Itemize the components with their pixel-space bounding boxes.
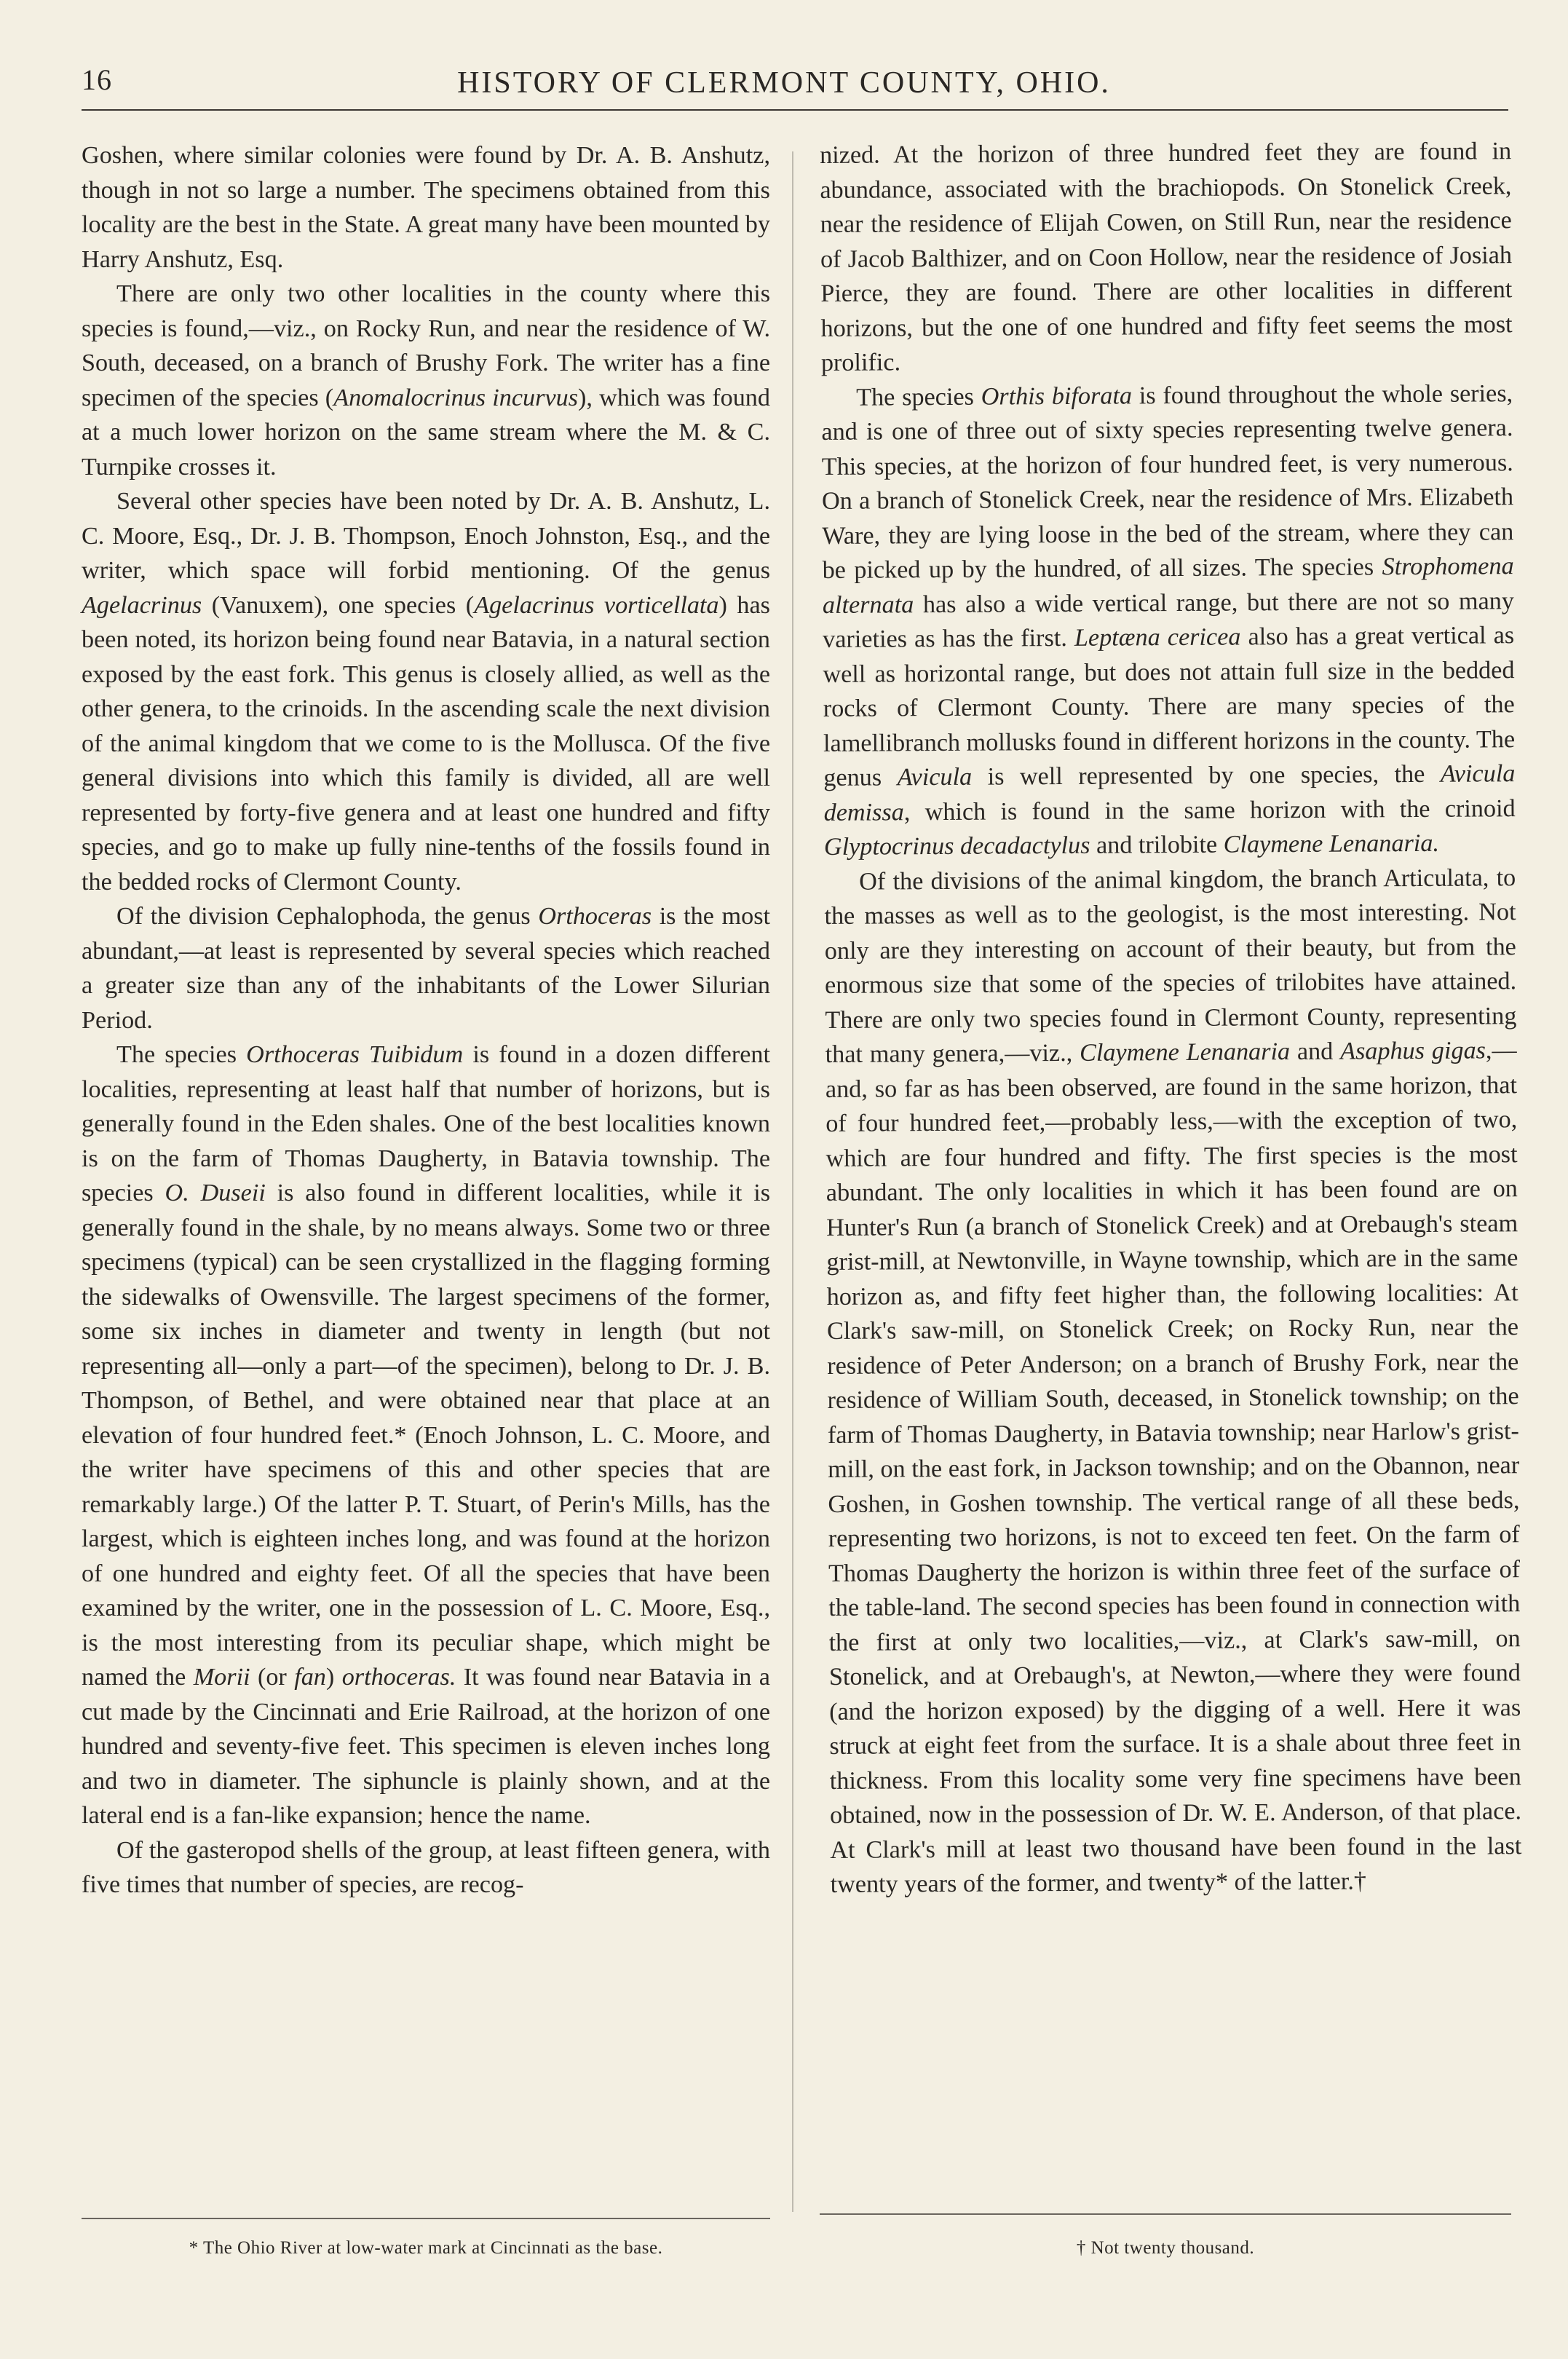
footnote-left: * The Ohio River at low-water mark at Cincinnati as the base. [189, 2238, 663, 2258]
paragraph: nized. At the horizon of three hundred feet they are found in abundance, associated with the brachiopods. On Stonelick Creek, near the residence of Elijah Cowen, on Still Run, near the residence of Jacob Balthizer, and on Coon Hollow, near the residence of Josiah Pierce, they are found. There are other localities in different horizons, but the one of one hundred and fifty feet seems the most prolific. [820, 138, 1513, 376]
paragraph: Several other species have been noted by Dr. A. B. Anshutz, L. C. Moore, Esq., Dr. J. B. Thompson, Enoch Johnston, Esq., and the writer, which space will forbid mentioning. Of the genus Agelacrinus (Vanuxem), one species (Agelacrinus vorticellata) has been noted, its horizon being found near Batavia, in a natural section exposed by the east fork. This genus is closely allied, as well as the other genera, to the crinoids. In the ascending scale the next division of the animal kingdom that we come to is the Mollusca. Of the five general divisions into which this family is divided, all are well represented by forty-five genera and at least one hundred and fifty species, and go to make up fully nine-tenths of the fossils found in the bedded rocks of Clermont County. [82, 488, 770, 896]
footnote-rule-left [82, 2218, 770, 2219]
footnote-right: † Not twenty thousand. [1076, 2238, 1255, 2258]
paragraph: There are only two other localities in the county where this species is found,—viz., on Rocky Run, and near the residence of W. South, deceased, on a branch of Brushy Fork. The writer has a fine specimen of the species (Anomalocrinus incurvus), which was found at a much lower horizon on the same stream where the M. & C. Turnpike crosses it. [82, 280, 770, 481]
paragraph: Goshen, where similar colonies were found by Dr. A. B. Anshutz, though in not so large a number. The specimens obtained from this locality are the best in the State. A great many have been mounted by Harry Anshutz, Esq. [82, 142, 770, 273]
paragraph: Of the divisions of the animal kingdom, the branch Articulata, to the masses as well as to the geologist, is the most interesting. Not only are they interesting on account of their beauty, but from the enormous size that some of the species of trilobites have attained. There are only two species found in Clermont County, representing that many genera,—viz., Claymene Lenanaria and Asaphus gigas,—and, so far as has been observed, are found in the same horizon, that of four hundred feet,—probably less,—with the exception of two, which are four hundred and fifty. The first species is the most abundant. The only localities in which it has been found are on Hunter's Run (a branch of Stonelick Creek) and at Orebaugh's steam grist-mill, at Newtonville, in Wayne township, which are in the same horizon as, and fifty feet higher than, the following localities: At Clark's saw-mill, on Stonelick Creek; on Rocky Run, near the residence of Peter Anderson; on a branch of Brushy Fork, near the residence of William South, deceased, in Stonelick township; on the farm of Thomas Daugherty, in Batavia township; near Harlow's grist-mill, on the east fork, in Jackson township; and on the Obannon, near Goshen, in Goshen township. The vertical range of all these beds, representing two horizons, is not to exceed ten feet. On the farm of Thomas Daugherty the horizon is within three feet of the surface of the table-land. The second species has been found in connection with the first at only two localities,—viz., at Clark's saw-mill, on Stonelick, and at Orebaugh's, at Newton,—where they were found (and the horizon exposed) by the digging of a well. Here it was struck at eight feet from the surface. It is a shale about three feet in thickness. From this locality some very fine specimens have been obtained, now in the possession of Dr. W. E. Anderson, of that place. At Clark's mill at least two thousand have been found in the last twenty years of the former, and twenty* of the latter.† [824, 864, 1522, 1898]
page-number: 16 [82, 63, 112, 96]
column-divider [792, 151, 793, 2212]
running-head: HISTORY OF CLERMONT COUNTY, OHIO. [457, 66, 1111, 100]
footnote-rule-right [820, 2213, 1511, 2215]
paragraph: Of the division Cephalophoda, the genus Orthoceras is the most abundant,—at least is represented by several species which reached a greater size than any of the inhabitants of the Lower Silurian Period. [82, 903, 770, 1034]
right-column [820, 134, 1522, 1902]
paragraph: Of the gasteropod shells of the group, at least fifteen genera, with five times that number of species, are recog- [82, 1836, 770, 1898]
paragraph: The species Orthis biforata is found throughout the whole series, and is one of three out of sixty species representing twelve genera. This species, at the horizon of four hundred feet, is very numerous. On a branch of Stonelick Creek, near the residence of Mrs. Elizabeth Ware, they are lying loose in the bed of the stream, where they can be picked up by the hundred, of all sizes. The species Strophomena alternata has also a wide vertical range, but there are not so many varieties as has the first. Leptæna cericea also has a great vertical as well as horizontal range, but does not attain full size in the bedded rocks of Clermont County. There are many species of the lamellibranch mollusks found in different horizons in the county. The genus Avicula is well represented by one species, the Avicula demissa, which is found in the same horizon with the crinoid Glyptocrinus decadactylus and trilobite Claymene Lenanaria. [821, 379, 1516, 861]
left-column [82, 138, 770, 1902]
header-rule [82, 109, 1508, 111]
paragraph: The species Orthoceras Tuibidum is found in a dozen different localities, representing at least half that number of horizons, but is generally found in the Eden shales. One of the best localities known is on the farm of Thomas Daugherty, in Batavia township. The species O. Duseii is also found in different localities, while it is generally found in the shale, by no means always. Some two or three specimens (typical) can be seen crystallized in the flagging forming the sidewalks of Owensville. The largest specimens of the former, some six inches in diameter and twenty in length (but not representing all—only a part—of the specimen), belong to Dr. J. B. Thompson, of Bethel, and were obtained near that place at an elevation of four hundred feet.* (Enoch Johnson, L. C. Moore, and the writer have specimens of this and other species that are remarkably large.) Of the latter P. T. Stuart, of Perin's Mills, has the largest, which is eighteen inches long, and was found at the horizon of one hundred and eighty feet. Of all the species that have been examined by the writer, one in the possession of L. C. Moore, Esq., is the most interesting from its peculiar shape, which might be named the Morii (or fan) orthoceras. It was found near Batavia in a cut made by the Cincinnati and Erie Railroad, at the horizon of one hundred and seventy-five feet. This specimen is eleven inches long and two in diameter. The siphuncle is plainly shown, and at the lateral end is a fan-like expansion; hence the name. [82, 1041, 771, 1829]
